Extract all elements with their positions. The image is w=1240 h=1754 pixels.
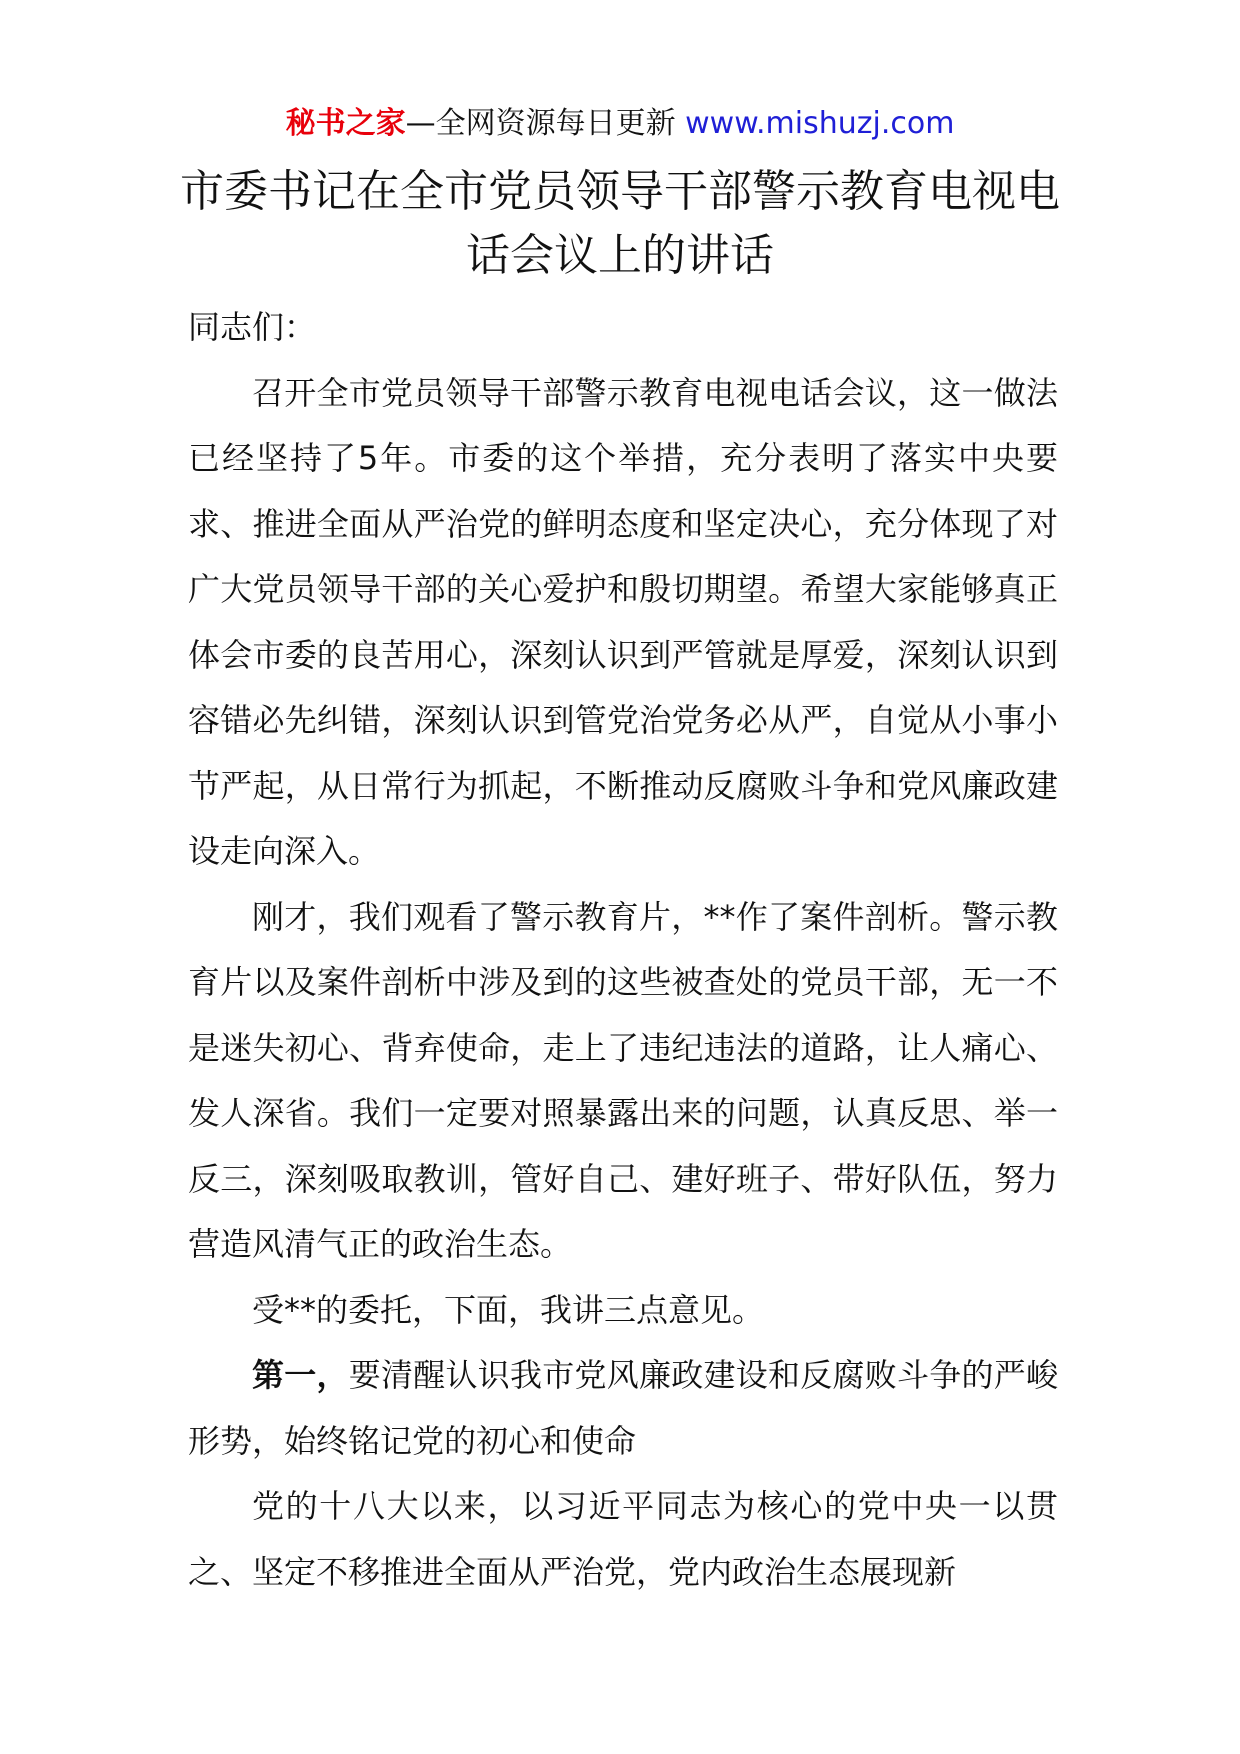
site-header (0, 102, 1240, 146)
site-url-link[interactable]: www.mishuzj.com (685, 106, 955, 141)
site-slogan: —全网资源每日更新 (405, 106, 686, 141)
document-body (188, 295, 1058, 1605)
section-1-heading-text: 要清醒认识我市党风廉政建设和反腐败斗争的严峻形势，始终铭记党的初心和使命 (188, 1356, 1058, 1460)
paragraph-4: 党的十八大以来，以习近平同志为核心的党中央一以贯之、坚定不移推进全面从严治党，党内政治生态展现新 (188, 1487, 1058, 1591)
section-1-lead: 第一， (252, 1356, 349, 1394)
site-brand: 秘书之家 (285, 106, 406, 141)
section-1-heading (188, 1343, 1058, 1474)
salutation: 同志们： (188, 308, 317, 346)
paragraph-3: 受**的委托，下面，我讲三点意见。 (252, 1290, 765, 1329)
document-title: 市委书记在全市党员领导干部警示教育电视电话会议上的讲话 (180, 166, 1060, 281)
paragraph-1: 召开全市党员领导干部警示教育电视电话会议，这一做法已经坚持了5年。市委的这个举措，充分表明了落实中央要求、推进全面从严治党的鲜明态度和坚定决心，充分体现了对广大党员领导干部的关心爱护和殷切期望。希望大家能够真正体会市委的良苦用心，深刻认识到严管就是厚爱，深刻认识到容错必先纠错，深刻认识到管党治党务必从严，自觉从小事小节严起，从日常行为抓起，不断推动反腐败斗争和党风廉政建设走向深入。 (188, 373, 1058, 870)
paragraph-2: 刚才，我们观看了警示教育片，**作了案件剖析。警示教育片以及案件剖析中涉及到的这些被查处的党员干部，无一不是迷失初心、背弃使命，走上了违纪违法的道路，让人痛心、发人深省。我们一定要对照暴露出来的问题，认真反思、举一反三，深刻吸取教训，管好自己、建好班子、带好队伍，努力营造风清气正的政治生态。 (188, 897, 1058, 1263)
